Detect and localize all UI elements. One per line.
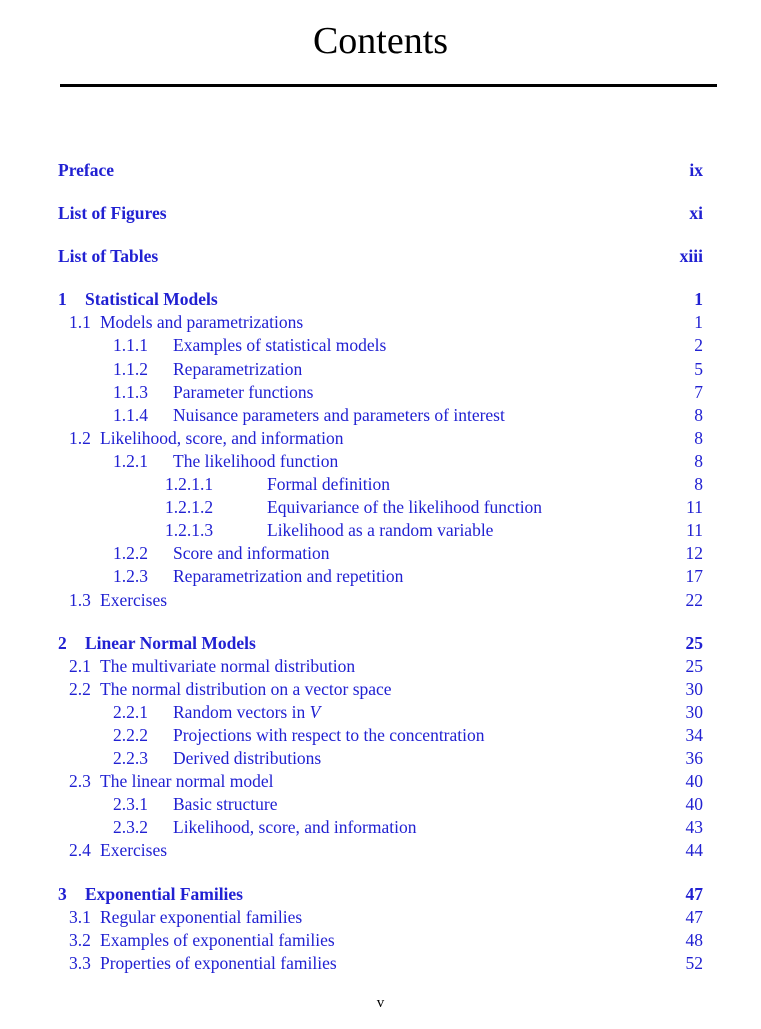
toc-entry-number: 1.2.1.1 — [165, 474, 214, 495]
toc-entry-number: 2.2.1 — [113, 701, 148, 722]
toc-entry-page: 25 — [685, 655, 703, 676]
toc-entry-number: 1.2.1.3 — [165, 520, 214, 541]
toc-entry-title: The multivariate normal distribution — [100, 655, 356, 676]
toc-entry-title: The likelihood function — [173, 450, 339, 471]
toc-entry-number: 1.2.1.2 — [165, 497, 214, 518]
toc-entry[interactable] — [58, 159, 718, 182]
toc-entry[interactable] — [58, 542, 718, 565]
toc-entry-number: 1.1 — [69, 312, 91, 333]
toc-entry-page: 11 — [686, 497, 703, 518]
toc-entry-title: Exercises — [100, 589, 168, 610]
toc-entry-title: Derived distributions — [173, 748, 322, 769]
toc-entry[interactable] — [58, 952, 718, 975]
toc-entry[interactable] — [58, 839, 718, 862]
toc-entry[interactable] — [58, 565, 718, 588]
toc-entry[interactable] — [58, 632, 718, 655]
toc-entry[interactable] — [58, 929, 718, 952]
toc-entry-title: Regular exponential families — [100, 906, 303, 927]
toc-entry-title: Models and parametrizations — [100, 312, 304, 333]
toc-entry-number: 3.1 — [69, 906, 91, 927]
toc-entry-title: The linear normal model — [100, 771, 274, 792]
toc-entry[interactable] — [58, 906, 718, 929]
toc-entry-title: Reparametrization — [173, 358, 303, 379]
toc-entry-number: 1.1.3 — [113, 381, 148, 402]
toc-entry-page: 30 — [685, 701, 703, 722]
toc-entry-page: 30 — [685, 678, 703, 699]
toc-entry-title: List of Tables — [58, 246, 159, 267]
toc-entry-page: 8 — [694, 474, 703, 495]
toc-entry[interactable] — [58, 473, 718, 496]
toc-entry[interactable] — [58, 724, 718, 747]
toc-entry-title: Parameter functions — [173, 381, 314, 402]
toc-entry-number: 2.2.2 — [113, 724, 148, 745]
math-symbol: V — [309, 701, 321, 722]
toc-entry-number: 2.4 — [69, 840, 91, 861]
toc-entry-title: Exponential Families — [85, 883, 243, 904]
toc-entry-page: 40 — [685, 794, 703, 815]
toc-entry[interactable] — [58, 678, 718, 701]
toc-entry-title: Reparametrization and repetition — [173, 566, 404, 587]
toc-entry-number: 2.3.1 — [113, 794, 148, 815]
title-rule — [60, 84, 717, 87]
toc-entry-page: 43 — [685, 817, 703, 838]
toc-entry[interactable] — [58, 404, 718, 427]
toc-entry-title: Examples of statistical models — [173, 335, 387, 356]
toc-entry[interactable] — [58, 770, 718, 793]
toc-entry-page: 1 — [694, 312, 703, 333]
toc-entry-number: 3.3 — [69, 952, 91, 973]
toc-entry-page: 44 — [685, 840, 703, 861]
toc-entry-title: List of Figures — [58, 203, 167, 224]
toc-entry-title: Likelihood, score, and information — [100, 427, 344, 448]
toc-entry-title: Formal definition — [267, 474, 390, 495]
toc-entry-page: 8 — [694, 404, 703, 425]
toc-entry-title: Nuisance parameters and parameters of interest — [173, 404, 505, 425]
toc-entry[interactable] — [58, 883, 718, 906]
toc-entry[interactable] — [58, 427, 718, 450]
toc-entry[interactable] — [58, 519, 718, 542]
toc-entry-number: 1.1.4 — [113, 404, 148, 425]
toc-entry-page: 12 — [685, 543, 703, 564]
toc-entry[interactable] — [58, 245, 718, 268]
toc-entry-page: 47 — [685, 883, 703, 904]
toc-entry-title: Examples of exponential families — [100, 929, 335, 950]
toc-entry[interactable] — [58, 793, 718, 816]
toc-entry-number: 2.2.3 — [113, 748, 148, 769]
toc-entry[interactable] — [58, 381, 718, 404]
toc-entry-number: 1 — [58, 289, 67, 310]
toc-entry-number: 3.2 — [69, 929, 91, 950]
toc-entry-page: 8 — [694, 427, 703, 448]
toc-entry-page: 7 — [694, 381, 703, 402]
toc-entry-title: Likelihood as a random variable — [267, 520, 494, 541]
toc-entry-page: 36 — [685, 748, 703, 769]
toc-entry[interactable] — [58, 747, 718, 770]
toc-entry-page: 11 — [686, 520, 703, 541]
toc-entry-number: 1.3 — [69, 589, 91, 610]
toc-entry-title: Projections with respect to the concentration — [173, 724, 485, 745]
toc-entry[interactable] — [58, 288, 718, 311]
toc-entry-page: xi — [689, 203, 703, 224]
toc-entry-page: 22 — [685, 589, 703, 610]
folio-page-number: v — [376, 995, 385, 1011]
toc-entry-page: 34 — [685, 724, 703, 745]
toc-entry-title: Random vectors in V — [173, 701, 321, 722]
toc-entry-title: Score and information — [173, 543, 330, 564]
toc-entry-number: 3 — [58, 883, 67, 904]
toc-entry-page: 52 — [685, 952, 703, 973]
toc-entry-number: 1.1.1 — [113, 335, 148, 356]
toc-entry-title: Properties of exponential families — [100, 952, 337, 973]
toc-entry-number: 2.1 — [69, 655, 91, 676]
toc-entry-title: Likelihood, score, and information — [173, 817, 417, 838]
toc-entry[interactable] — [58, 496, 718, 519]
toc-entry[interactable] — [58, 202, 718, 225]
toc-entry-number: 1.2.2 — [113, 543, 148, 564]
toc-entry-page: 17 — [685, 566, 703, 587]
toc-entry-number: 1.2.3 — [113, 566, 148, 587]
toc-entry-page: 25 — [685, 632, 703, 653]
toc-entry-number: 2.2 — [69, 678, 91, 699]
table-of-contents — [58, 139, 718, 975]
toc-entry-page: 2 — [694, 335, 703, 356]
toc-entry[interactable] — [58, 655, 718, 678]
toc-entry-title: The normal distribution on a vector space — [100, 678, 392, 699]
toc-entry-page: xiii — [679, 246, 703, 267]
toc-entry[interactable] — [58, 358, 718, 381]
toc-entry-number: 1.1.2 — [113, 358, 148, 379]
toc-entry-page: 40 — [685, 771, 703, 792]
toc-entry-title: Statistical Models — [85, 289, 218, 310]
toc-entry-page: 47 — [685, 906, 703, 927]
toc-entry-number: 2.3 — [69, 771, 91, 792]
toc-entry-number: 2 — [58, 632, 67, 653]
toc-entry[interactable] — [58, 816, 718, 839]
toc-entry-page: ix — [689, 160, 703, 180]
toc-entry-title: Preface — [58, 160, 115, 180]
toc-entry[interactable] — [58, 589, 718, 612]
toc-entry[interactable] — [58, 311, 718, 334]
toc-entry-number: 1.2 — [69, 427, 91, 448]
toc-entry-title: Exercises — [100, 840, 168, 861]
toc-entry-number: 1.2.1 — [113, 450, 148, 471]
toc-entry-page: 8 — [694, 450, 703, 471]
toc-entry[interactable] — [58, 701, 718, 724]
toc-entry-title: Equivariance of the likelihood function — [267, 497, 543, 518]
toc-entry-page: 48 — [685, 929, 703, 950]
page-title: Contents — [312, 20, 449, 62]
toc-entry-title: Basic structure — [173, 794, 278, 815]
toc-entry[interactable] — [58, 450, 718, 473]
toc-entry-number: 2.3.2 — [113, 817, 148, 838]
toc-entry-page: 1 — [694, 289, 703, 310]
toc-entry-page: 5 — [694, 358, 703, 379]
toc-entry[interactable] — [58, 334, 718, 357]
toc-entry-title: Linear Normal Models — [85, 632, 256, 653]
